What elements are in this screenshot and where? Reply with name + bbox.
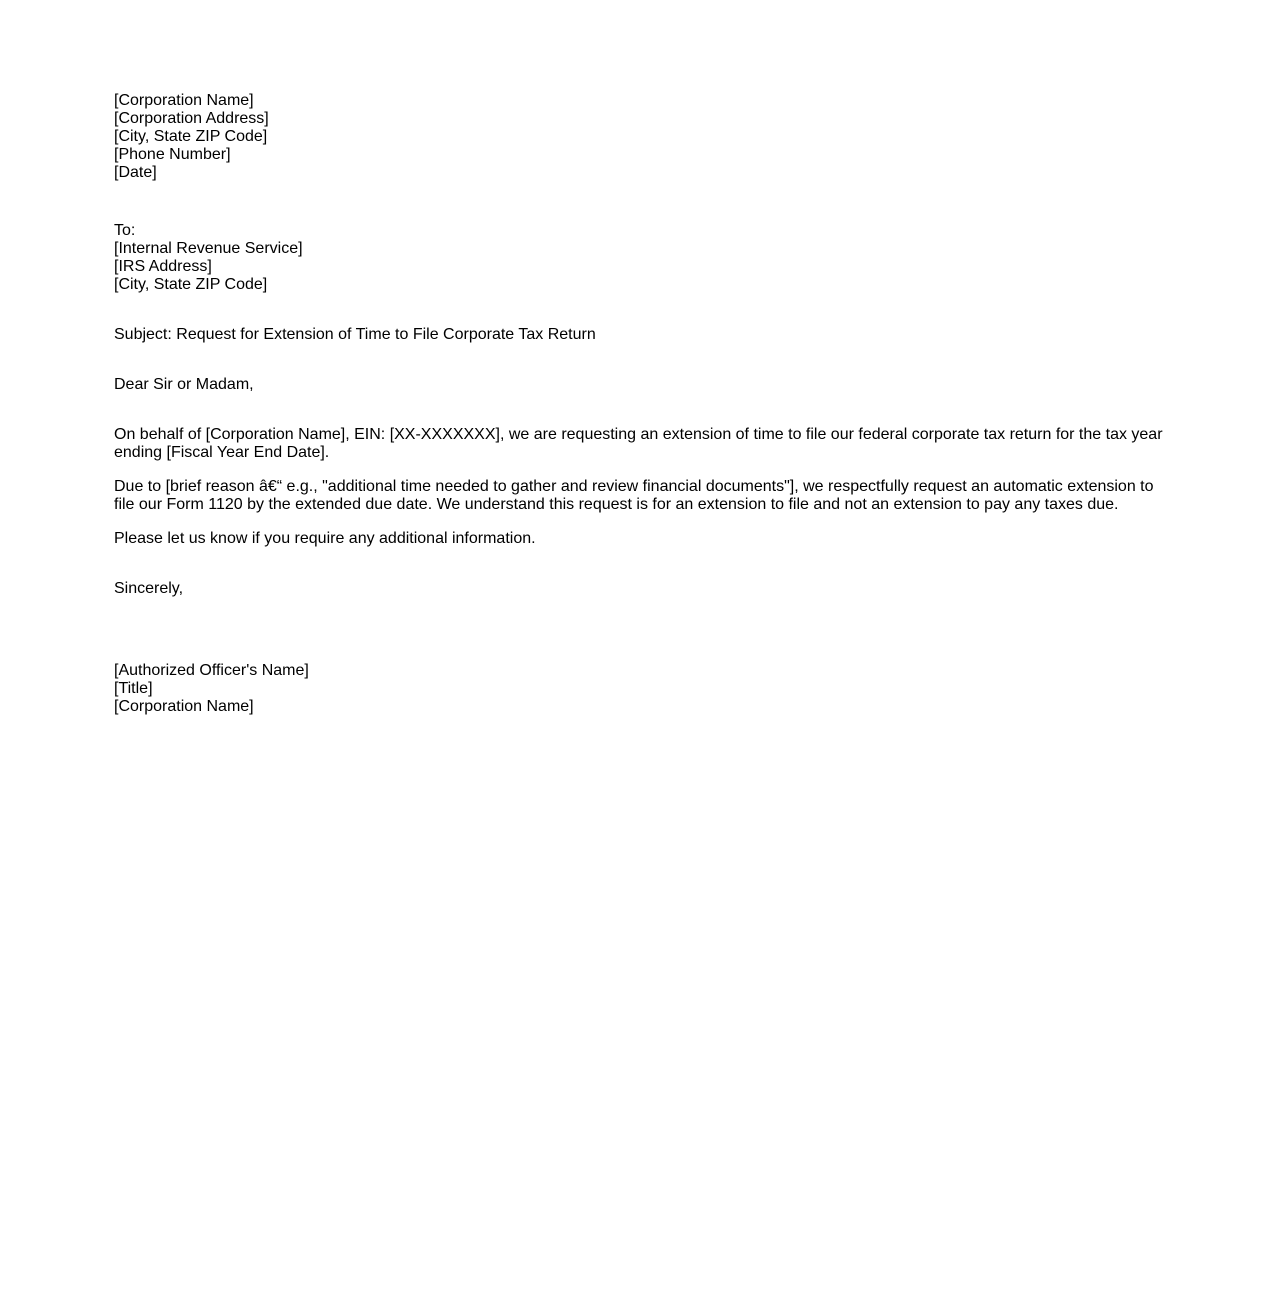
- recipient-label: To:: [114, 222, 136, 239]
- recipient-address-block: [114, 222, 1166, 294]
- signature-block: [114, 662, 1166, 716]
- salutation: [114, 376, 1166, 394]
- signature-officer-name: [Authorized Officer's Name]: [114, 662, 309, 679]
- signature-corporation-name: [Corporation Name]: [114, 698, 254, 715]
- paragraph-extension-reason: Due to [brief reason â€“ e.g., "additional time needed to gather and review financial documents"], we respectfully request an automatic extension to file our Form 1120 by the extended due date. We understand this request is for an extension to file and not an extension to pay any taxes due.: [114, 478, 1154, 513]
- signature-title: [Title]: [114, 680, 153, 697]
- recipient-city-state-zip: [City, State ZIP Code]: [114, 276, 268, 293]
- sender-phone-number: [Phone Number]: [114, 146, 231, 163]
- paragraph-additional-info: Please let us know if you require any additional information.: [114, 530, 536, 547]
- body-paragraph-3: [114, 530, 1166, 548]
- subject-line: [114, 326, 1166, 344]
- salutation-text: Dear Sir or Madam,: [114, 376, 254, 393]
- body-paragraph-2: [114, 478, 1166, 514]
- closing: [114, 580, 1166, 598]
- paragraph-extension-request: On behalf of [Corporation Name], EIN: [XX-XXXXXXX], we are requesting an extension of time to file our federal corporate tax return for the tax year ending [Fiscal Year End Date].: [114, 426, 1163, 461]
- sender-corporation-address: [Corporation Address]: [114, 110, 269, 127]
- sender-corporation-name: [Corporation Name]: [114, 92, 254, 109]
- closing-text: Sincerely,: [114, 580, 184, 597]
- recipient-name: [Internal Revenue Service]: [114, 240, 303, 257]
- sender-city-state-zip: [City, State ZIP Code]: [114, 128, 268, 145]
- body-paragraph-1: [114, 426, 1166, 462]
- sender-address-block: [114, 92, 1166, 182]
- recipient-address: [IRS Address]: [114, 258, 212, 275]
- subject-text: Subject: Request for Extension of Time to File Corporate Tax Return: [114, 326, 596, 343]
- letter-date: [Date]: [114, 164, 157, 181]
